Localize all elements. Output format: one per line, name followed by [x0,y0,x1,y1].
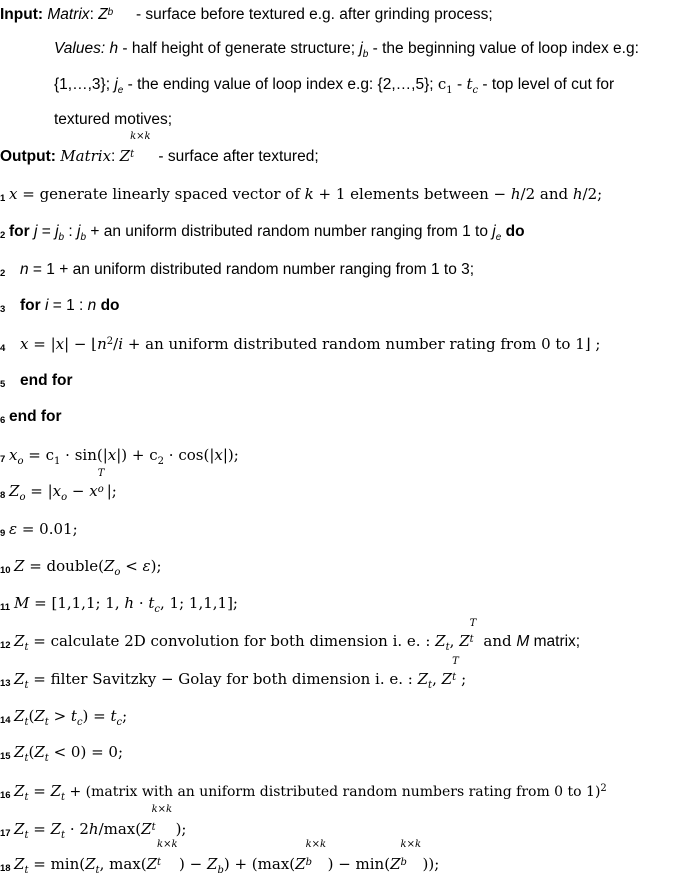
step-3: 2 n = 1 + an uniform distributed random number ranging from 1 to 3; [0,261,475,279]
step-18: 17 $Z_t = Z_t \cdot 2h/\max(Z$ k×k t ); [0,804,187,841]
input-desc: - surface before textured e.g. after grinding process; [131,6,493,23]
values-line-1: Values: h - half height of generate structure; $j_b$ - the beginning value of loop index e.g: [54,40,639,60]
step-4: 3 for i = 1 : n do [0,297,120,315]
input-matrix-word: Matrix [47,6,90,23]
step-10: 9 ε = 0.01; [0,520,78,539]
step-12: 11 M = [1,1,1; 1, $h \cdot t_c$, 1; 1,1,1]; [0,594,238,615]
step-17: 16 $Z_t = Z_t$ + (matrix with an uniform distributed random numbers rating from 0 to 1)$^2$ [0,782,607,803]
step-2: 2 for $j = j_b$ : $j_b$ + an uniform distributed random number ranging from 1 to $j_e$ do [0,223,525,243]
output-line: Output: Matrix: Z k×k t - surface after textured; [0,131,319,165]
step-13: 12 $Z_t$ = calculate 2D convolution for both dimension i. e. : $Z_t$, Z T t and M matrix; [0,618,581,653]
values-label: Values: [54,40,106,57]
step-15: 14 $Z_t(Z_t > t_c) = t_c$; [0,707,128,728]
step-8: 7 $x_o = c_1 \cdot \sin(|x|) + c_2 \cdot \cos(|x|)$; [0,446,239,467]
step-11: 10 $Z = double(Z_o < \varepsilon)$; [0,557,162,578]
values-line-3: textured motives; [54,111,173,128]
values-line-2: {1,…,3}; $j_e$ - the ending value of loop index e.g: {2,…,5}; $c_1 - t_c$ - top level of cut for [54,75,615,96]
output-label: Output: [0,148,56,165]
step-7: 6 end for [0,408,62,426]
step-6: 5 end for [0,372,73,390]
step-9: 8 $Z_o = |x_o - x$ T o |; [0,468,117,503]
step-16: 15 $Z_t(Z_t < 0) = 0$; [0,743,123,764]
input-label: Input: [0,6,44,23]
step-1: 1 x = generate linearly spaced vector of k + 1 elements between − h/2 and h/2; [0,185,603,204]
step-19: 18 $Z_t = \min(Z_t$, max(Z k×k t ) − $Z_b) + (\max(Z$ k×k b ) − min(Z k×k b )); [0,839,440,876]
input-z-symbol: Z [98,6,108,23]
input-line: Input: Matrix: Z b - surface before textured e.g. after grinding process; [0,6,493,23]
step-14: 13 $Z_t$ = filter Savitzky − Golay for both dimension i. e. : $Z_t$, Z T t ; [0,656,467,691]
step-5: 4 $x = |x| - ⌊n^2/i$ + an uniform distributed random number rating from 0 to 1⌋ ; [0,335,601,354]
